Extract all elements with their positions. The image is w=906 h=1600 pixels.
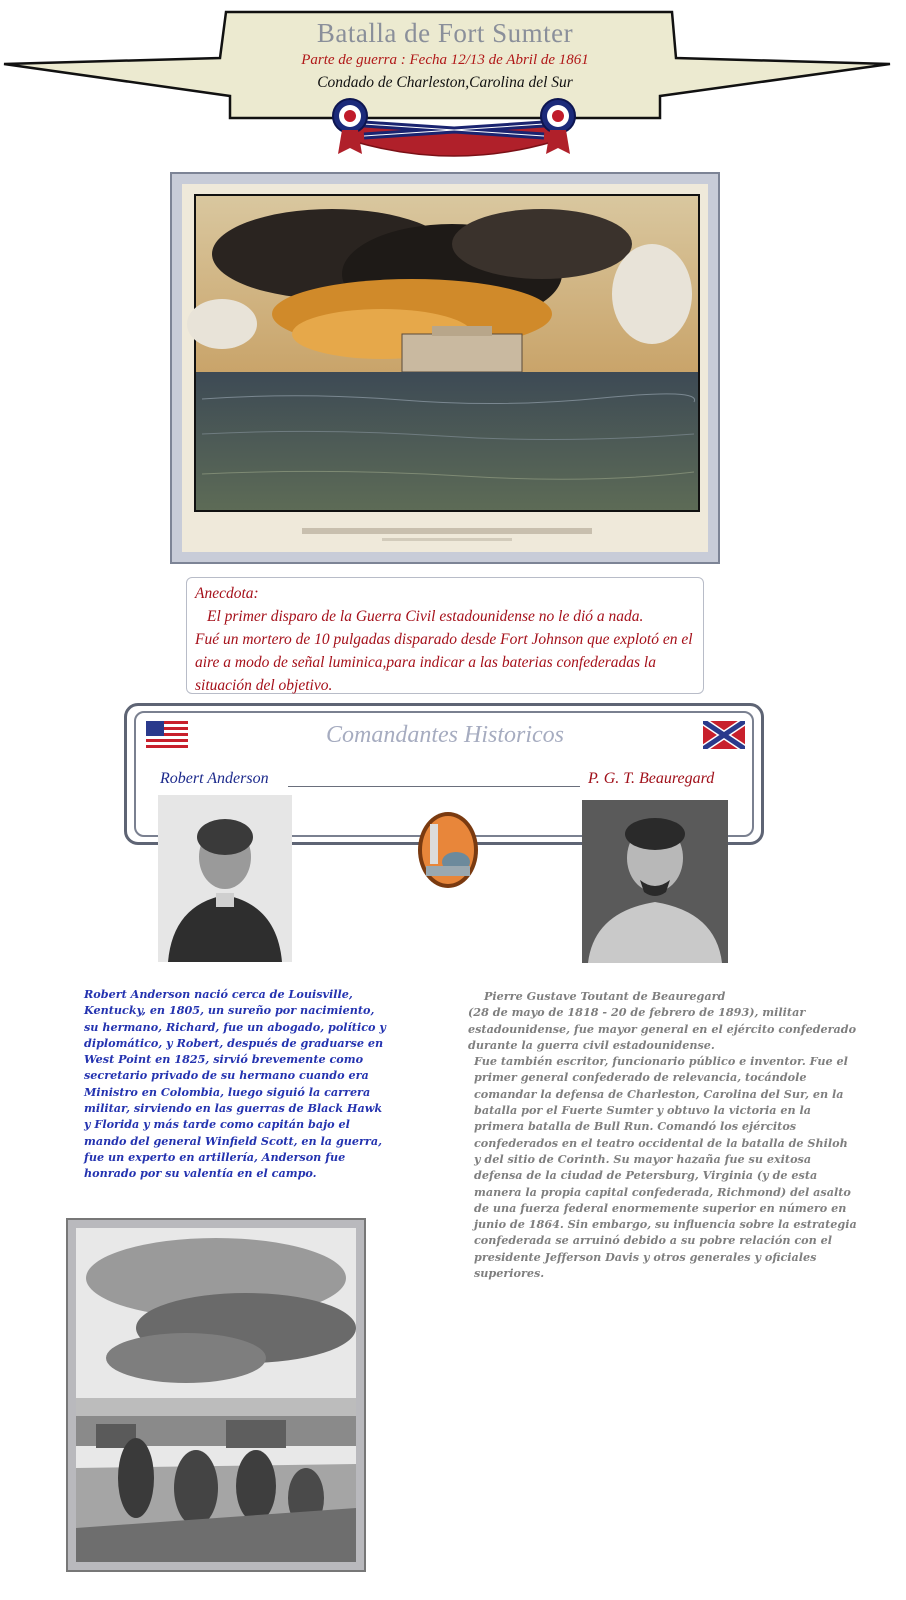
anderson-biography <box>68 986 388 1182</box>
anecdote-heading: Anecdota: <box>195 585 259 602</box>
bombardment-illustration <box>182 184 712 556</box>
union-flag-icon <box>146 721 188 749</box>
confederate-flag-icon <box>703 721 745 749</box>
anecdote-box <box>186 577 704 694</box>
report-date: Parte de guerra : Fecha 12/13 de Abril de 1861 <box>301 52 589 68</box>
anecdote-line: El primer disparo de la Guerra Civil estadounidense no le dió a nada. <box>207 608 644 625</box>
anecdote-text: Fué un mortero de 10 pulgadas disparado desde Fort Johnson que explotó en el aire a modo de señal luminica,para indicar a las baterias confederadas la situación del objetivo. <box>195 631 693 694</box>
beauregard-biography <box>468 988 858 1281</box>
confederate-commander-name: P. G. T. Beauregard <box>588 770 715 787</box>
location-label: Condado de Charleston,Carolina del Sur <box>317 74 573 91</box>
charleston-rooftop-engraving <box>66 1218 366 1572</box>
bombardment-painting <box>170 172 720 564</box>
page-title: Batalla de Fort Sumter <box>316 18 574 48</box>
beauregard-portrait <box>582 800 728 963</box>
beauregard-full-name: Pierre Gustave Toutant de Beauregard <box>484 989 726 1003</box>
beauregard-bio-paragraph-1: (28 de mayo de 1818 - 20 de febrero de 1893), militar estadounidense, fue mayor general en el ejército confederado durante la guerra civil estadounidense. <box>468 1005 857 1052</box>
anderson-bio-text: Robert Anderson nació cerca de Louisville, Kentucky, en 1805, un sureño por nacimiento, su hermano, Richard, fue un abogado, político y diplomático, y Robert, después de graduarse en West Point en 1825, sirvió brevemente como secretario privado de su hermano cuando era Ministro en Colombia, luego siguió la carrera militar, sirviendo en las guerras de Black Hawk y Florida y más tarde como capitán bajo el mando del general Winfield Scott, en la guerra, fue un experto en artillería, Anderson fue honrado por su valentía en el campo. <box>84 987 386 1181</box>
union-commander-name: Robert Anderson <box>160 770 269 787</box>
fort-medallion-icon <box>416 810 480 890</box>
engraving-illustration <box>76 1228 356 1562</box>
anderson-portrait <box>158 795 292 962</box>
name-divider <box>288 786 580 787</box>
beauregard-bio-paragraph-2: Fue también escritor, funcionario público e inventor. Fue el primer general confederado de relevancia, tocándole comandar la defensa de Charleston, Carolina del Sur, en la batalla por el Fuerte Sumter y obtuvo la victoria en la primera batalla de Bull Run. Comandó los ejércitos confederados en el teatro occidental de la batalla de Shiloh y del sitio de Corinth. Su mayor hazaña fue su exitosa defensa de la ciudad de Petersburg, Virginia (y de esta manera la propia capital confederada, Richmond) del asalto de una fuerza federal enormemente superior en número en junio de 1864. Sin embargo, su influencia sobre la estrategia confederada se arruinó debido a su pobre relación con el presidente Jefferson Davis y otros generales y oficiales superiores. <box>474 1054 857 1281</box>
commanders-title: Comandantes Historicos <box>325 722 564 748</box>
